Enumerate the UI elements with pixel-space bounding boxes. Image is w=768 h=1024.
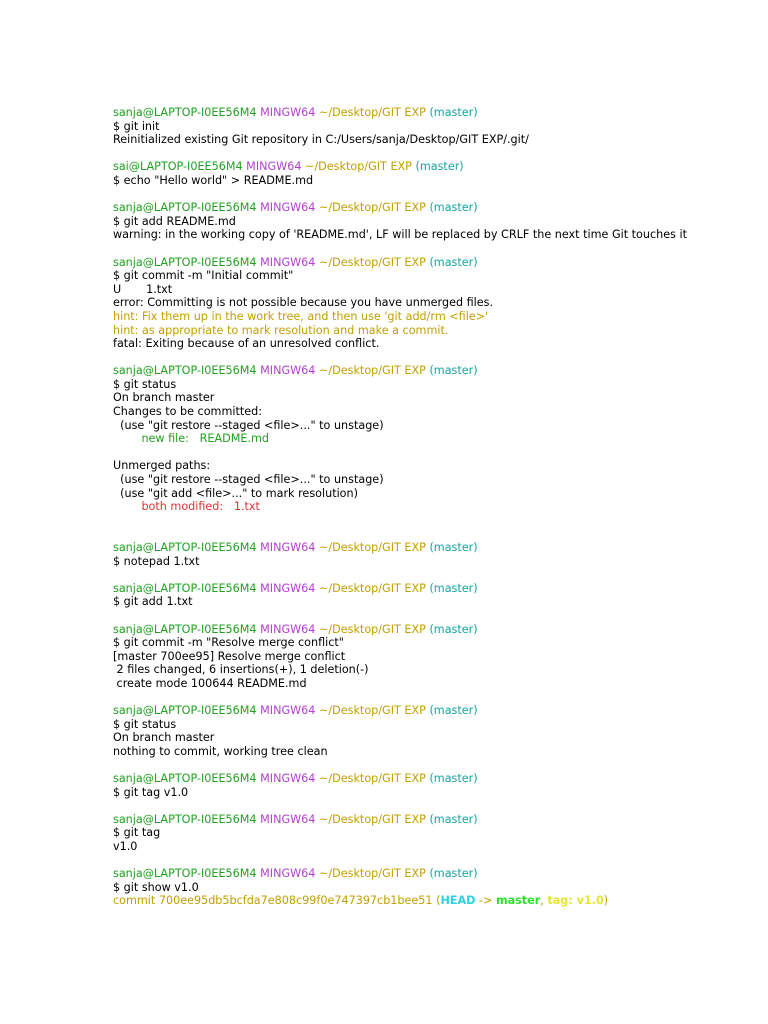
error-line: error: Committing is not possible because you have unmerged files. — [113, 296, 494, 310]
command-line: $ echo "Hello world" > README.md — [113, 173, 314, 187]
blank-line — [113, 514, 753, 541]
prompt-path: ~/Desktop/GIT EXP — [318, 772, 426, 786]
tag-ref: tag: v1.0 — [547, 894, 604, 908]
output-line: Changes to be committed: — [113, 405, 262, 419]
prompt-user-host: sanja@LAPTOP-I0EE56M4 — [113, 867, 257, 881]
blank-line — [113, 188, 753, 202]
prompt-line — [113, 364, 753, 378]
output-line: U 1.txt — [113, 282, 173, 296]
prompt-system: MINGW64 — [260, 364, 316, 378]
prompt-line — [113, 704, 753, 718]
blank-line — [113, 799, 753, 813]
command-line: $ git commit -m "Resolve merge conflict" — [113, 636, 344, 650]
prompt-user-host: sanja@LAPTOP-I0EE56M4 — [113, 812, 257, 826]
prompt-line — [113, 623, 753, 637]
prompt-path: ~/Desktop/GIT EXP — [305, 160, 412, 174]
prompt-system: MINGW64 — [260, 867, 316, 881]
output-line: (use "git restore --staged <file>..." to unstage) — [113, 418, 384, 432]
command-line: $ notepad 1.txt — [113, 554, 200, 568]
blank-line — [113, 609, 753, 623]
prompt-line — [113, 160, 753, 174]
commit-comma: , — [540, 894, 548, 908]
prompt-path: ~/Desktop/GIT EXP — [318, 364, 426, 378]
output-line: nothing to commit, working tree clean — [113, 744, 328, 758]
prompt-system: MINGW64 — [260, 581, 316, 595]
staged-file-line: new file: README.md — [113, 432, 269, 446]
blank-line — [113, 691, 753, 705]
prompt-user-host: sanja@LAPTOP-I0EE56M4 — [113, 581, 257, 595]
output-line: (use "git restore --staged <file>..." to unstage) — [113, 473, 384, 487]
prompt-branch: (master) — [429, 581, 478, 595]
fatal-line: fatal: Exiting because of an unresolved conflict. — [113, 337, 380, 351]
command-line: $ git status — [113, 377, 177, 391]
prompt-user-host: sanja@LAPTOP-I0EE56M4 — [113, 255, 257, 269]
output-line: [master 700ee95] Resolve merge conflict — [113, 649, 346, 663]
command-line: $ git status — [113, 717, 177, 731]
commit-line — [113, 894, 753, 908]
prompt-system: MINGW64 — [260, 704, 316, 718]
prompt-path: ~/Desktop/GIT EXP — [318, 541, 426, 554]
commit-arrow: -> — [475, 894, 496, 908]
prompt-path: ~/Desktop/GIT EXP — [318, 622, 426, 636]
prompt-path: ~/Desktop/GIT EXP — [318, 581, 426, 595]
commit-hash: commit 700ee95db5bcfda7e808c99f0e747397cb1bee51 — [113, 894, 433, 908]
blank-line — [113, 147, 753, 161]
prompt-branch: (master) — [429, 867, 478, 881]
prompt-user-host: sanja@LAPTOP-I0EE56M4 — [113, 772, 257, 786]
prompt-path: ~/Desktop/GIT EXP — [318, 255, 426, 269]
prompt-branch: (master) — [429, 704, 478, 718]
prompt-path: ~/Desktop/GIT EXP — [318, 704, 426, 718]
prompt-branch: (master) — [429, 364, 478, 378]
output-line: On branch master — [113, 731, 215, 745]
prompt-path: ~/Desktop/GIT EXP — [318, 106, 426, 119]
prompt-line — [113, 582, 753, 596]
prompt-system: MINGW64 — [260, 541, 316, 554]
blank-line — [113, 568, 753, 582]
output-line: 2 files changed, 6 insertions(+), 1 deletion(-) — [113, 663, 369, 677]
prompt-system: MINGW64 — [260, 201, 316, 215]
commit-paren-open: ( — [432, 894, 441, 908]
command-line: $ git tag v1.0 — [113, 785, 189, 799]
command-line: $ git add README.md — [113, 214, 236, 228]
output-line: (use "git add <file>..." to mark resolution) — [113, 486, 358, 500]
prompt-system: MINGW64 — [260, 622, 316, 636]
warning-line: warning: in the working copy of 'README.md', LF will be replaced by CRLF the next time Git touches it — [113, 228, 687, 242]
prompt-branch: (master) — [415, 160, 464, 174]
hint-line: hint: as appropriate to mark resolution and make a commit. — [113, 323, 449, 337]
prompt-line — [113, 541, 753, 555]
prompt-system: MINGW64 — [260, 772, 316, 786]
prompt-system: MINGW64 — [260, 812, 316, 826]
prompt-path: ~/Desktop/GIT EXP — [318, 867, 426, 881]
head-ref: HEAD — [440, 894, 476, 908]
prompt-system: MINGW64 — [260, 106, 316, 119]
output-line: v1.0 — [113, 840, 138, 854]
prompt-user-host: sanja@LAPTOP-I0EE56M4 — [113, 622, 257, 636]
prompt-path: ~/Desktop/GIT EXP — [318, 812, 426, 826]
prompt-user-host: sanja@LAPTOP-I0EE56M4 — [113, 106, 257, 119]
command-line: $ git add 1.txt — [113, 595, 193, 609]
prompt-user-host: sanja@LAPTOP-I0EE56M4 — [113, 364, 257, 378]
command-line: $ git tag — [113, 826, 161, 840]
prompt-branch: (master) — [429, 812, 478, 826]
prompt-branch: (master) — [429, 622, 478, 636]
prompt-line — [113, 256, 753, 270]
output-line: On branch master — [113, 391, 215, 405]
prompt-branch: (master) — [429, 106, 478, 119]
prompt-user-host: sanja@LAPTOP-I0EE56M4 — [113, 541, 257, 554]
command-line: $ git show v1.0 — [113, 880, 199, 894]
prompt-path: ~/Desktop/GIT EXP — [318, 201, 426, 215]
terminal-transcript — [113, 106, 753, 908]
command-line: $ git commit -m "Initial commit" — [113, 269, 294, 283]
output-line: create mode 100644 README.md — [113, 676, 307, 690]
prompt-line — [113, 813, 753, 827]
prompt-line — [113, 106, 753, 120]
blank-line — [113, 759, 753, 773]
output-line: Reinitialized existing Git repository in C:/Users/sanja/Desktop/GIT EXP/.git/ — [113, 133, 529, 147]
prompt-line — [113, 772, 753, 786]
commit-paren-close: ) — [603, 894, 609, 908]
prompt-system: MINGW64 — [246, 160, 302, 174]
prompt-branch: (master) — [429, 772, 478, 786]
blank-line — [113, 242, 753, 256]
master-ref: master — [495, 894, 541, 908]
prompt-line — [113, 201, 753, 215]
prompt-branch: (master) — [429, 541, 478, 554]
prompt-user-host: sanja@LAPTOP-I0EE56M4 — [113, 704, 257, 718]
output-line: Unmerged paths: — [113, 459, 211, 473]
prompt-line — [113, 867, 753, 881]
prompt-system: MINGW64 — [260, 255, 316, 269]
blank-line — [113, 854, 753, 868]
command-line: $ git init — [113, 119, 160, 133]
blank-line — [113, 446, 753, 460]
prompt-user-host: sanja@LAPTOP-I0EE56M4 — [113, 201, 257, 215]
prompt-branch: (master) — [429, 255, 478, 269]
prompt-user-host: sai@LAPTOP-I0EE56M4 — [113, 160, 243, 174]
hint-line: hint: Fix them up in the work tree, and then use 'git add/rm <file>' — [113, 309, 489, 323]
blank-line — [113, 351, 753, 365]
prompt-branch: (master) — [429, 201, 478, 215]
unmerged-file-line: both modified: 1.txt — [113, 500, 260, 514]
